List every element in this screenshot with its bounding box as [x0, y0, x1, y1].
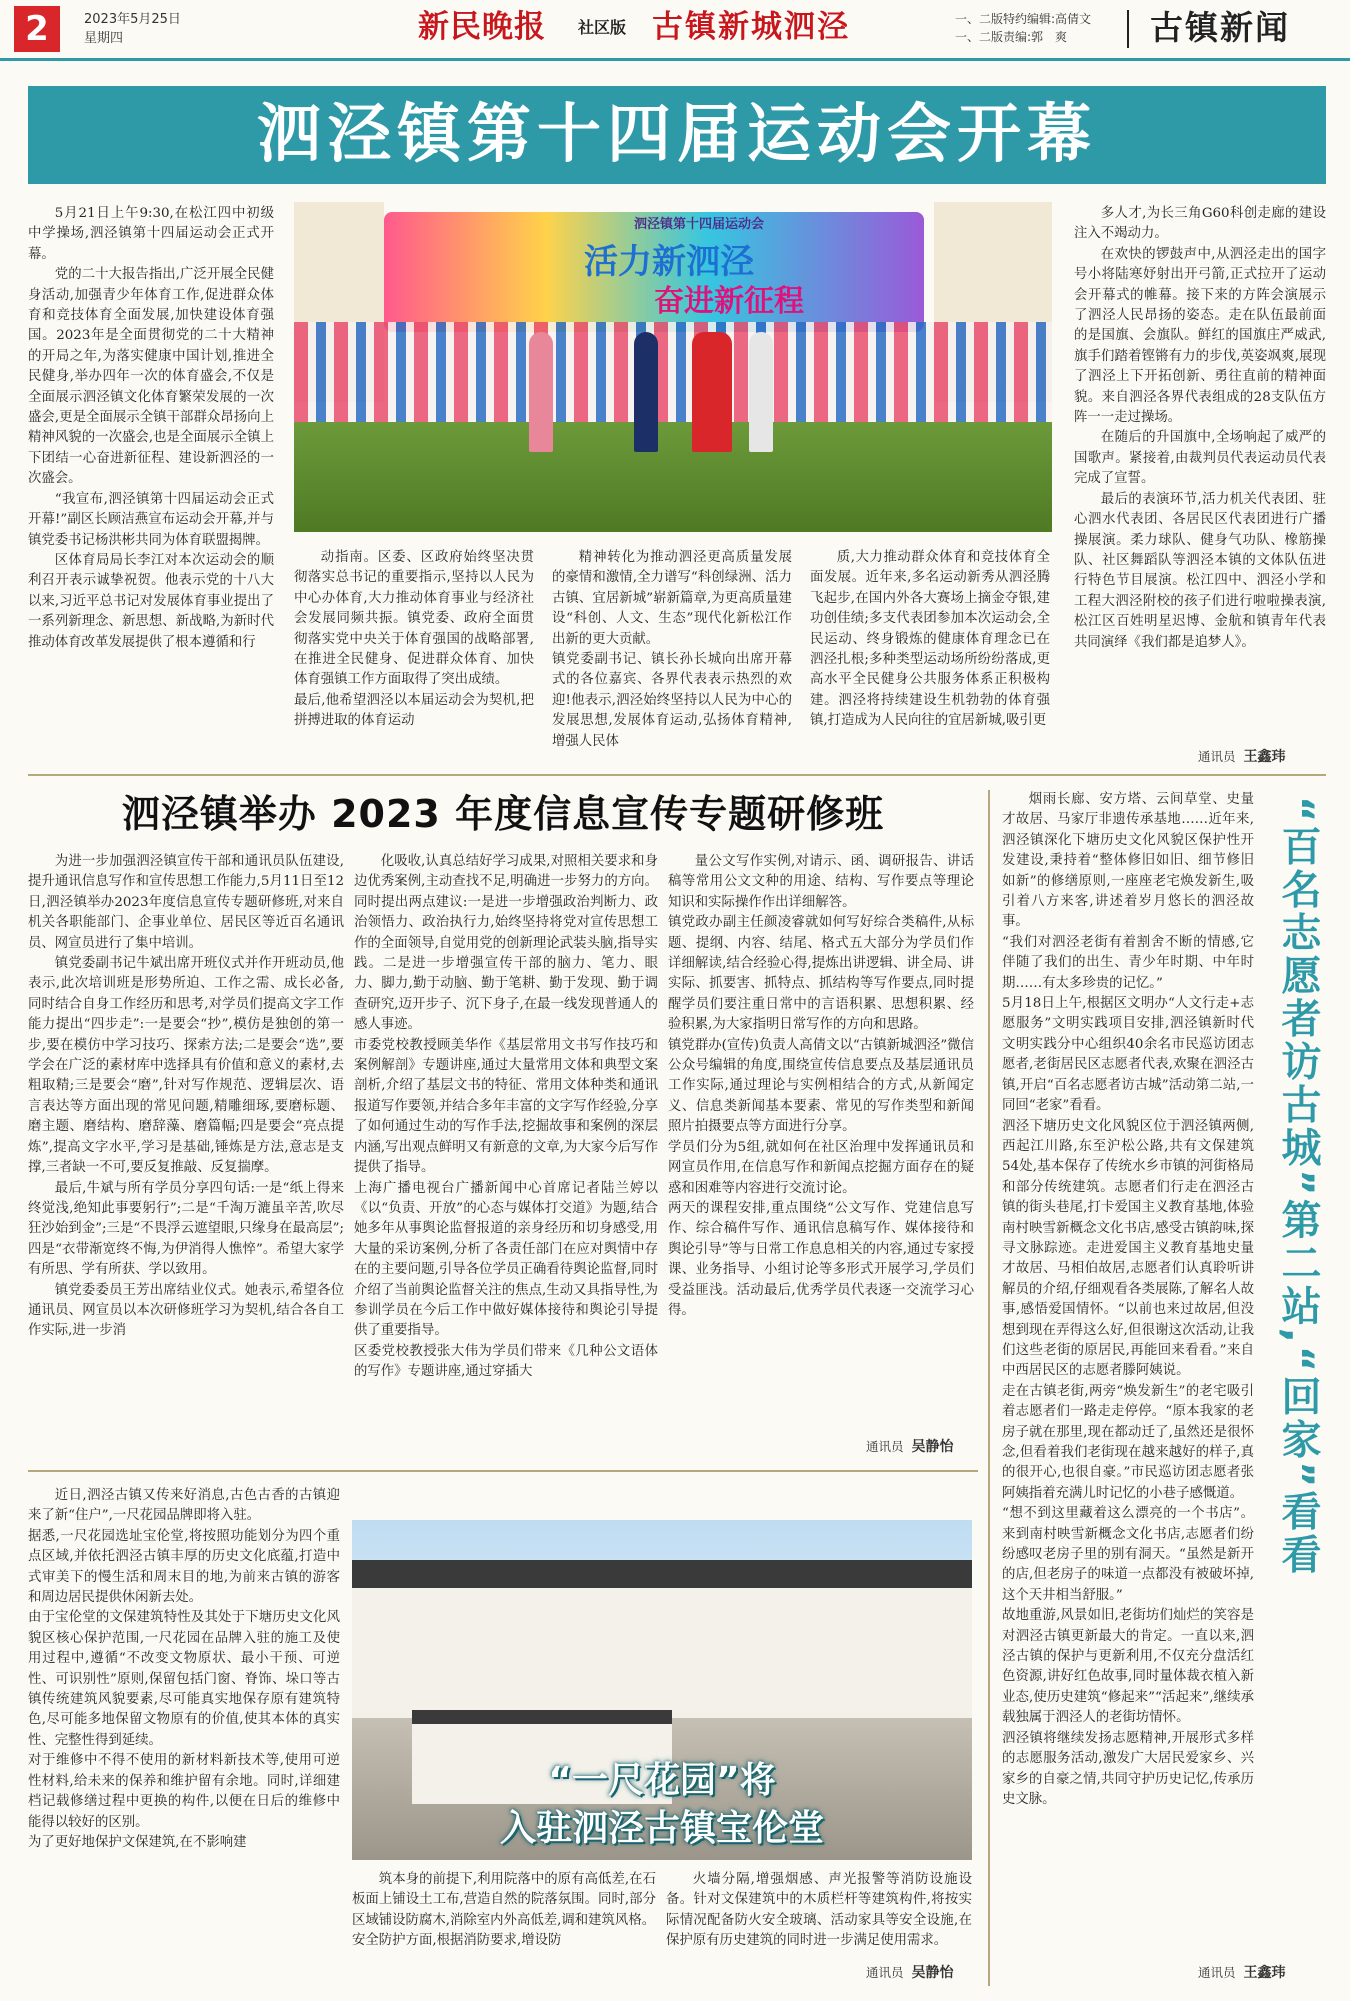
article1-headline-banner [28, 86, 1326, 184]
page-number: 2 [14, 6, 60, 52]
article1-para: 精神转化为推动泗泾更高质量发展的豪情和激情,全力谱写“科创绿洲、活力古镇、宜居新城”崭新篇章,为更高质量建设“科创、人文、生态”现代化新松江作出新的更大贡献。 镇党委副书记、镇长孙长城向出席开幕式的各位嘉宾、各界代表表示热烈的欢迎!他表示,泗泾始终坚持以人民为中心的发展思想,发展体育运动,弘扬体育精神,增强人民体 [552, 550, 792, 749]
date-text: 2023年5月25日 [84, 12, 181, 27]
article1-byline [1198, 748, 1286, 766]
article4-col2 [352, 1870, 656, 1988]
article4-para: 筑本身的前提下,利用院落中的原有高低差,在石板面上铺设土工布,营造自然的院落氛围。同时,部分区域铺设防腐木,消除室内外高低差,调和建筑风格。 安全防护方面,根据消防要求,增设防 [352, 1872, 656, 1949]
article4-byline [866, 1964, 954, 1982]
article4-title-line2: 入驻泗泾古镇宝伦堂 [499, 1808, 824, 1849]
article4-para: 火墙分隔,增强烟感、声光报警等消防设施设备。针对文保建筑中的木质栏杆等建筑构件,将按实际情况配备防火安全玻璃、活动家具等安全设施,在保护原有历史建筑的同时进一步满足使用需求。 [666, 1872, 972, 1949]
masthead-divider [1127, 10, 1129, 48]
sports-meeting-photo [294, 202, 1052, 532]
section-title: 古镇新闻 [1150, 8, 1290, 47]
byline-label: 通讯员 [1198, 1965, 1236, 1980]
article1-para: 最后的表演环节,活力机关代表团、驻心泗水代表团、各居民区代表团进行广播操展演。柔力球队、健身气功队、橡筋操队、社区舞蹈队等泗泾本镇的文体队伍进行特色节目展演。松江四中、泗泾小学和工程大泗泾附校的孩子们进行啦啦操表演,松江区百姓明星迟博、金航和镇青年代表共同演绎《我们都是追梦人》。 [1074, 491, 1326, 650]
column-divider [988, 790, 990, 1986]
performer-figure [749, 332, 773, 452]
stage-slogan-2: 奋进新征程 [654, 284, 804, 319]
article1-para: 多人才,为长三角G60科创走廊的建设注入不竭动力。 [1074, 206, 1326, 242]
photo-wall-tiles [412, 1710, 672, 1724]
article1-para: 党的二十大报告指出,广泛开展全民健身活动,加强青少年体育工作,促进群众体育和竞技体育全面发展,加快建设体育强国。2023年是全面贯彻党的二十大精神的开局之年,为落实健康中国计划,推进全民健身,举办四年一次的体育盛会,不仅是全面展示泗泾镇文化体育繁荣发展的一次盛会,更是全面展示全镇干部群众昂扬向上精神风貌的一次盛会,也是全面展示全镇上下团结一心奋进新征程、建设新泗泾的一次盛会。 [28, 267, 274, 487]
byline-label: 通讯员 [866, 1965, 904, 1980]
stage-slogan-1: 活力新泗泾 [584, 242, 754, 282]
editor-in-charge: 一、二版责编:郭 爽 [955, 30, 1068, 44]
sports-field-grass [294, 422, 1052, 532]
article2-col2 [354, 852, 658, 1460]
article2-para: 镇党委副书记牛斌出席开班仪式并作开班动员,他表示,此次培训班是形势所迫、工作之需、成长必备,同时结合自身工作经历和思考,对学员们提高文字工作能力提出“四步走”:一是要会“抄”,模仿是独创的第一步,要在模仿中学习技巧、探索方法;二是要会“选”,要学会在广泛的素材库中选择具有价值和意义的素材,去粗取精;三是要会“磨”,针对写作规范、逻辑层次、语言表达等方面出现的常见问题,精雕细琢,要磨标题、磨主题、磨结构、磨辞藻、磨篇幅;四是要会“亮点提炼”,提高文字水平,学习是基础,锤炼是方法,意志是支撑,三者缺一不可,要反复推敲、反复揣摩。 [28, 956, 344, 1176]
article2-para: 量公文写作实例,对请示、函、调研报告、讲话稿等常用公文文种的用途、结构、写作要点等理论知识和实际操作作出详细解答。 镇党政办副主任颜凌睿就如何写好综合类稿件,从标题、提纲、内容、结尾、格式五大部分为学员们作详细解读,结合经验心得,提炼出讲逻辑、讲全局、讲实际、抓要害、抓特点、抓结构等写作要点,同时提醒学员们要注重日常中的言语积累、思想积累、经验积累,为大家指明日常写作的方向和思路。 镇党群办(宣传)负责人高倩文以“古镇新城泗泾”微信公众号编辑的角度,围绕宣传信息要点及基层通讯员工作实际,通过理论与实例相结合的方式,从新闻定义、信息类新闻基本要素、常见的写作类型和新闻照片拍摄要点等方面进行分享。 学员们分为5组,就如何在社区治理中发挥通讯员和网宣员作用,在信息写作和新闻点挖掘方面存在的疑惑和困难等内容进行交流讨论。 两天的课程安排,重点围绕“公文写作、党建信息写作、综合稿件写作、通讯信息稿写作、媒体接待和舆论引导”等与日常工作息息相关的内容,通过专家授课、业务指导、小组讨论等多形式开展学习,学员们受益匪浅。活动最后,优秀学员代表逐一交流学习心得。 [668, 854, 974, 1318]
article1-para: “我宣布,泗泾镇第十四届运动会正式开幕!”副区长顾洁燕宣布运动会开幕,并与镇党委书记杨洪彬共同为体育联盟揭牌。 [28, 491, 274, 548]
baolun-hall-photo [352, 1520, 972, 1860]
article4-para: 近日,泗泾古镇又传来好消息,古色古香的古镇迎来了新“住户”,一尺花园品牌即将入驻。 据悉,一尺花园选址宝伦堂,将按照功能划分为四个重点区域,并依托泗泾古镇丰厚的历史文化底蕴,打造中式审美下的慢生活和周末目的地,为前来古镇的游客和周边居民提供休闲新去处。 由于宝伦堂的文保建筑特性及其处于下塘历史文化风貌区核心保护范围,一尺花园在品牌入驻的施工及使用过程中,遵循“不改变文物原状、最小干预、可逆性、可识别性”原则,保留包括门窗、脊饰、垛口等古镇传统建筑风貌要素,尽可能真实地保存原有建筑特色,尽可能多地保留文物原有的价值,使其本体的真实性、完整性得到延续。 对于维修中不得不使用的新材料新技术等,使用可逆性材料,给未来的保养和维护留有余地。同时,详细建档记载修缮过程中更换的构件,以便在日后的维修中能得以较好的区别。 为了更好地保护文保建筑,在不影响建 [28, 1488, 340, 1850]
byline-label: 通讯员 [1198, 749, 1236, 764]
article2-para: 化吸收,认真总结好学习成果,对照相关要求和身边优秀案例,主动查找不足,明确进一步努力的方向。同时提出两点建议:一是进一步增强政治判断力、政治领悟力、政治执行力,始终坚持将党对宣传思想工作的全面领导,自觉用党的创新理论武装头脑,指导实践。二是进一步增强宣传干部的脑力、笔力、眼力、脚力,勤于动脑、勤于笔耕、勤于发现、勤于调查研究,迈开步子、沉下身子,在最一线发现普通人的感人事迹。 市委党校教授顾美华作《基层常用文书写作技巧和案例解剖》专题讲座,通过大量常用文体和典型文案剖析,介绍了基层文书的特征、常用文体种类和通讯报道写作要领,并结合多年丰富的文字写作经验,分享了如何通过生动的写作手法,挖掘故事和案例的深层内涵,写出观点鲜明又有新意的文章,为大家今后写作提供了指导。 上海广播电视台广播新闻中心首席记者陆兰婷以《以“负责、开放”的心态与媒体打交道》为题,结合她多年从事舆论监督报道的亲身经历和切身感受,用大量的采访案例,分析了各责任部门在应对舆情中存在的主要问题,引导各位学员正确看待舆论监督,同时介绍了当前舆论监督关注的焦点,生动又具指导性,为参训学员在今后工作中做好媒体接待和舆论引导提供了重要指导。 区委党校教授张大伟为学员们带来《几种公文语体的写作》专题讲座,通过穿插大 [354, 854, 658, 1380]
article1-col3 [552, 548, 792, 770]
masthead [0, 0, 1350, 61]
performer-figure [634, 332, 658, 452]
article1-col2 [294, 548, 534, 770]
photo-white-wall [352, 1588, 972, 1718]
weekday-text: 星期四 [84, 31, 124, 46]
column-name: 古镇新城泗泾 [652, 9, 850, 45]
article1-para: 5月21日上午9:30,在松江四中初级中学操场,泗泾镇第十四届运动会正式开幕。 [28, 206, 274, 262]
article2-col3 [668, 852, 974, 1434]
article2-title: 泗泾镇举办 2023 年度信息宣传专题研修班 [121, 792, 885, 836]
article1-title: 泗泾镇第十四届运动会开幕 [257, 98, 1097, 172]
article1-para: 区体育局局长李江对本次运动会的顺利召开表示诚挚祝贺。他表示党的十八大以来,习近平总书记对发展体育事业提出了一系列新理念、新思想、新战略,为新时代推动体育改革发展提供了根本遵循和行 [28, 552, 274, 650]
article3-body [1002, 790, 1254, 1956]
edition-label: 社区版 [578, 18, 627, 37]
performer-figure [692, 332, 732, 452]
special-editor: 一、二版特约编辑:高倩文 [955, 12, 1092, 26]
article1-col5 [1074, 204, 1326, 742]
stage-backdrop [384, 212, 924, 332]
article3-para: 烟雨长廊、安方塔、云间草堂、史量才故居、马家厅非遗传承基地……近年来,泗泾镇深化下塘历史文化风貌区保护性开发建设,秉持着“整体修旧如旧、细节修旧如新”的修缮原则,一座座老宅焕发新生,吸引着八方来客,讲述着岁月悠长的泗泾故事。 “我们对泗泾老街有着割舍不断的情感,它伴随了我们的出生、青少年时期、中年时期……有太多珍贵的记忆。” 5月18日上午,根据区文明办“人文行走+志愿服务”文明实践项目安排,泗泾镇新时代文明实践分中心组织40余名市民巡访团志愿者,老街居民区志愿者代表,欢聚在泗泾古镇,开启“百名志愿者访古城”活动第二站,一同回“老家”看看。 泗泾下塘历史文化风貌区位于泗泾镇两侧,西起江川路,东至沪松公路,共有文保建筑54处,基本保存了传统水乡市镇的河街格局和部分传统建筑。志愿者们行走在泗泾古镇的街头巷尾,打卡爱国主义教育基地,体验南村映雪新概念文化书店,感受古镇韵味,探寻文脉踪迹。走进爱国主义教育基地史量才故居、马相伯故居,志愿者们认真聆听讲解员的介绍,仔细观看各类展陈,了解名人故事,感悟爱国情怀。“以前也来过故居,但没想到现在弄得这么好,但很谢这次活动,让我们这些老街的原居民,再能回来看看。”来自中西居民区的志愿者滕阿姨说。 走在古镇老街,两旁“焕发新生”的老宅吸引着志愿者们一路走走停停。“原本我家的老房子就在那里,现在都动迁了,虽然还是很怀念,但看着我们老街现在越来越好的样子,真的很开心,也很自豪。”市民巡访团志愿者张阿姨指着充满儿时记忆的小巷子感慨道。 “想不到这里藏着这么漂亮的一个书店”。来到南村映雪新概念文化书店,志愿者们纷纷感叹老房子里的别有洞天。“虽然是新开的店,但老房子的味道一点都没有被破坏掉,这个天井相当舒服。” 故地重游,风景如旧,老街坊们灿烂的笑容是对泗泾古镇更新最大的肯定。一直以来,泗泾古镇的保护与更新利用,不仅充分盘活红色资源,讲好红色故事,同时量体裁衣植入新业态,使历史建筑“修起来”“活起来”,继续承载独属于泗泾人的老街坊情怀。 泗泾镇将继续发扬志愿精神,开展形式多样的志愿服务活动,激发广大居民爱家乡、兴家乡的自豪之情,共同守护历史记忆,传承历史文脉。 [1002, 792, 1254, 1807]
article1-col1 [28, 204, 274, 770]
byline-name: 吴静怡 [911, 1965, 954, 1981]
byline-name: 王鑫玮 [1243, 1965, 1286, 1981]
article1-para: 在随后的升国旗中,全场响起了威严的国歌声。紧接着,由裁判员代表运动员代表完成了宣誓。 [1074, 430, 1326, 487]
article2-para: 为进一步加强泗泾镇宣传干部和通讯员队伍建设,提升通讯信息写作和宣传思想工作能力,5月11日至12日,泗泾镇举办2023年度信息宣传专题研修班,对来自机关各职能部门、企事业单位、居民区等近百名通讯员、网宣员进行了集中培训。 [28, 854, 344, 951]
stage-banner-text: 泗泾镇第十四届运动会 [634, 217, 765, 232]
article4-col1 [28, 1486, 340, 1988]
article4-title-line1: “一尺花园”将 [548, 1760, 776, 1801]
article1-para: 质,大力推动群众体育和竞技体育全面发展。近年来,多名运动新秀从泗泾腾飞起步,在国内外各大赛场上摘金夺银,建功创佳绩;多支代表团参加本次运动会,全民运动、终身锻炼的健康体育理念已在泗泾扎根;多种类型运动场所纷纷落成,更高水平全民健身公共服务体系正积极构建。泗泾将持续建设生机勃勃的体育强镇,打造成为人民向往的宜居新城,吸引更 [810, 550, 1050, 729]
byline-name: 吴静怡 [911, 1439, 954, 1455]
article4-col3 [666, 1870, 972, 1968]
article3-vertical-title: “百名志愿者访古城”第二站,“回家”看看 [1275, 796, 1321, 1577]
performer-figure [529, 332, 553, 452]
article2-para: 最后,牛斌与所有学员分享四句话:一是“纸上得来终觉浅,绝知此事要躬行”;二是“千淘万漉虽辛苦,吹尽狂沙始到金”;三是“不畏浮云遮望眼,只缘身在最高层”;四是“衣带渐宽终不悔,为伊消得人憔悴”。希望大家学有所思、学有所获、学以致用。 [28, 1180, 344, 1278]
article3-byline [1198, 1964, 1286, 1982]
photo-roof [352, 1560, 972, 1588]
article2-byline [866, 1438, 954, 1456]
article1-col4 [810, 548, 1050, 770]
article1-para: 在欢快的锣鼓声中,从泗泾走出的国字号小将陆寒妤射出开弓箭,正式拉开了运动会开幕式的帷幕。接下来的方阵会演展示了泗泾人民昂扬的姿态。走在队伍最前面的是国旗、会旗队。鲜红的国旗庄严威武,旗手们踏着铿锵有力的步伐,英姿飒爽,展现了泗泾上下开拓创新、勇往直前的精神面貌。来自泗泾各界代表组成的28支队伍方阵一一走过操场。 [1074, 246, 1326, 426]
byline-label: 通讯员 [866, 1439, 904, 1454]
section-divider [28, 774, 1326, 776]
issue-date [84, 10, 181, 48]
editor-credits [955, 10, 1091, 46]
byline-name: 王鑫玮 [1243, 749, 1286, 765]
paper-name: 新民晚报 [418, 9, 546, 45]
article2-col1 [28, 852, 344, 1460]
article2-para: 镇党委委员王芳出席结业仪式。她表示,希望各位通讯员、网宣员以本次研修班学习为契机,结合各自工作实际,进一步消 [28, 1282, 344, 1339]
section-divider [28, 1470, 978, 1472]
article1-para: 动指南。区委、区政府始终坚决贯彻落实总书记的重要指示,坚持以人民为中心办体育,大力推动体育事业与经济社会发展同频共振。镇党委、政府全面贯彻落实党中央关于体育强国的战略部署,在推进全民健身、促进群众体育、加快体育强镇工作方面取得了突出成绩。 最后,他希望泗泾以本届运动会为契机,把拼搏进取的体育运动 [294, 550, 534, 729]
